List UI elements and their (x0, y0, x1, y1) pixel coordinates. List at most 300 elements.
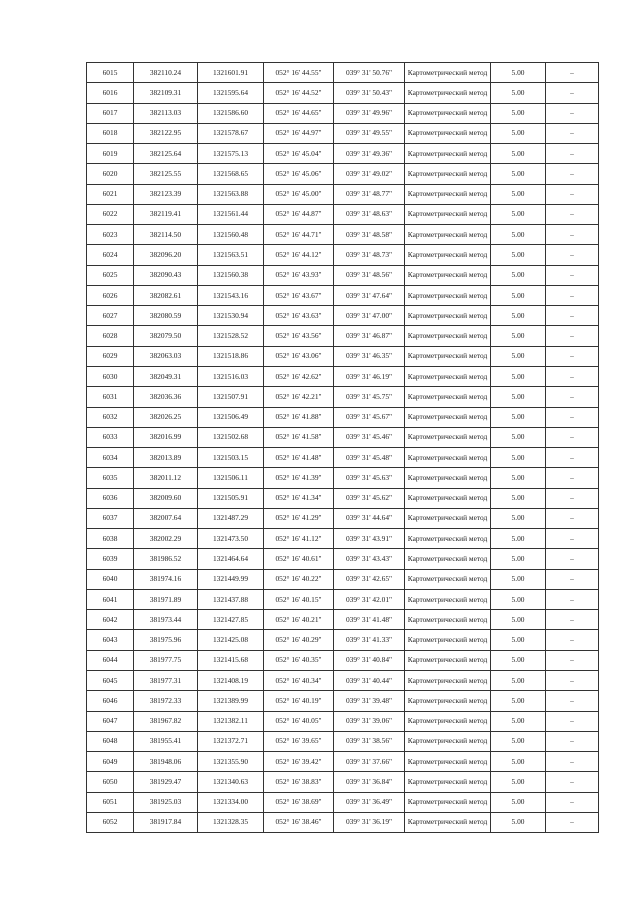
latitude-cell: 052° 16' 44.55" (264, 63, 334, 83)
y-coordinate-cell: 1321382.11 (198, 711, 264, 731)
latitude-cell: 052° 16' 42.21" (264, 387, 334, 407)
table-row (87, 691, 599, 711)
method-cell: Картометрический метод (405, 103, 491, 123)
method-cell: Картометрический метод (405, 650, 491, 670)
x-coordinate-cell: 382114.50 (134, 225, 198, 245)
note-cell: – (546, 184, 599, 204)
point-number-cell: 6019 (87, 144, 134, 164)
note-cell: – (546, 670, 599, 690)
x-coordinate-cell: 382080.59 (134, 306, 198, 326)
table-row (87, 427, 599, 447)
x-coordinate-cell: 382082.61 (134, 285, 198, 305)
point-number-cell: 6023 (87, 225, 134, 245)
note-cell: – (546, 164, 599, 184)
method-cell: Картометрический метод (405, 366, 491, 386)
method-cell: Картометрический метод (405, 407, 491, 427)
point-number-cell: 6015 (87, 63, 134, 83)
note-cell: – (546, 529, 599, 549)
accuracy-cell: 5.00 (491, 630, 546, 650)
point-number-cell: 6024 (87, 245, 134, 265)
latitude-cell: 052° 16' 40.61" (264, 549, 334, 569)
x-coordinate-cell: 382090.43 (134, 265, 198, 285)
latitude-cell: 052° 16' 43.63" (264, 306, 334, 326)
longitude-cell: 039° 31' 47.64" (334, 285, 405, 305)
table-row (87, 569, 599, 589)
point-number-cell: 6043 (87, 630, 134, 650)
accuracy-cell: 5.00 (491, 468, 546, 488)
point-number-cell: 6050 (87, 772, 134, 792)
table-row (87, 772, 599, 792)
longitude-cell: 039° 31' 48.63" (334, 204, 405, 224)
table-row (87, 529, 599, 549)
y-coordinate-cell: 1321518.86 (198, 346, 264, 366)
note-cell: – (546, 245, 599, 265)
table-row (87, 366, 599, 386)
method-cell: Картометрический метод (405, 326, 491, 346)
method-cell: Картометрический метод (405, 711, 491, 731)
longitude-cell: 039° 31' 48.73" (334, 245, 405, 265)
note-cell: – (546, 326, 599, 346)
method-cell: Картометрический метод (405, 812, 491, 832)
accuracy-cell: 5.00 (491, 569, 546, 589)
y-coordinate-cell: 1321528.52 (198, 326, 264, 346)
y-coordinate-cell: 1321487.29 (198, 508, 264, 528)
y-coordinate-cell: 1321473.50 (198, 529, 264, 549)
method-cell: Картометрический метод (405, 488, 491, 508)
accuracy-cell: 5.00 (491, 144, 546, 164)
method-cell: Картометрический метод (405, 204, 491, 224)
longitude-cell: 039° 31' 47.00" (334, 306, 405, 326)
x-coordinate-cell: 381977.75 (134, 650, 198, 670)
table-row (87, 123, 599, 143)
latitude-cell: 052° 16' 44.97" (264, 123, 334, 143)
point-number-cell: 6048 (87, 731, 134, 751)
y-coordinate-cell: 1321389.99 (198, 691, 264, 711)
table-row (87, 468, 599, 488)
accuracy-cell: 5.00 (491, 448, 546, 468)
latitude-cell: 052° 16' 43.67" (264, 285, 334, 305)
y-coordinate-cell: 1321568.65 (198, 164, 264, 184)
note-cell: – (546, 711, 599, 731)
table-row (87, 63, 599, 83)
table-row (87, 610, 599, 630)
note-cell: – (546, 346, 599, 366)
note-cell: – (546, 589, 599, 609)
point-number-cell: 6032 (87, 407, 134, 427)
latitude-cell: 052° 16' 44.65" (264, 103, 334, 123)
note-cell: – (546, 691, 599, 711)
table-row (87, 285, 599, 305)
longitude-cell: 039° 31' 36.19" (334, 812, 405, 832)
accuracy-cell: 5.00 (491, 488, 546, 508)
y-coordinate-cell: 1321560.48 (198, 225, 264, 245)
note-cell: – (546, 468, 599, 488)
y-coordinate-cell: 1321328.35 (198, 812, 264, 832)
latitude-cell: 052° 16' 44.12" (264, 245, 334, 265)
longitude-cell: 039° 31' 45.48" (334, 448, 405, 468)
longitude-cell: 039° 31' 40.84" (334, 650, 405, 670)
method-cell: Картометрический метод (405, 691, 491, 711)
note-cell: – (546, 103, 599, 123)
accuracy-cell: 5.00 (491, 792, 546, 812)
note-cell: – (546, 285, 599, 305)
point-number-cell: 6040 (87, 569, 134, 589)
accuracy-cell: 5.00 (491, 387, 546, 407)
note-cell: – (546, 812, 599, 832)
x-coordinate-cell: 382011.12 (134, 468, 198, 488)
y-coordinate-cell: 1321530.94 (198, 306, 264, 326)
table-row (87, 164, 599, 184)
point-number-cell: 6045 (87, 670, 134, 690)
x-coordinate-cell: 381972.33 (134, 691, 198, 711)
table-row (87, 326, 599, 346)
x-coordinate-cell: 382125.55 (134, 164, 198, 184)
point-number-cell: 6022 (87, 204, 134, 224)
note-cell: – (546, 265, 599, 285)
method-cell: Картометрический метод (405, 670, 491, 690)
method-cell: Картометрический метод (405, 144, 491, 164)
latitude-cell: 052° 16' 41.34" (264, 488, 334, 508)
accuracy-cell: 5.00 (491, 691, 546, 711)
note-cell: – (546, 650, 599, 670)
y-coordinate-cell: 1321334.00 (198, 792, 264, 812)
method-cell: Картометрический метод (405, 387, 491, 407)
longitude-cell: 039° 31' 39.06" (334, 711, 405, 731)
longitude-cell: 039° 31' 49.02" (334, 164, 405, 184)
longitude-cell: 039° 31' 42.01" (334, 589, 405, 609)
accuracy-cell: 5.00 (491, 265, 546, 285)
point-number-cell: 6026 (87, 285, 134, 305)
y-coordinate-cell: 1321415.68 (198, 650, 264, 670)
y-coordinate-cell: 1321503.15 (198, 448, 264, 468)
longitude-cell: 039° 31' 50.76" (334, 63, 405, 83)
x-coordinate-cell: 382013.89 (134, 448, 198, 468)
latitude-cell: 052° 16' 41.12" (264, 529, 334, 549)
table-row (87, 488, 599, 508)
table-row (87, 407, 599, 427)
table-row (87, 346, 599, 366)
x-coordinate-cell: 382036.36 (134, 387, 198, 407)
method-cell: Картометрический метод (405, 306, 491, 326)
coordinates-table (86, 62, 599, 833)
x-coordinate-cell: 382096.20 (134, 245, 198, 265)
point-number-cell: 6038 (87, 529, 134, 549)
accuracy-cell: 5.00 (491, 589, 546, 609)
note-cell: – (546, 225, 599, 245)
accuracy-cell: 5.00 (491, 549, 546, 569)
point-number-cell: 6027 (87, 306, 134, 326)
latitude-cell: 052° 16' 44.87" (264, 204, 334, 224)
latitude-cell: 052° 16' 40.19" (264, 691, 334, 711)
note-cell: – (546, 792, 599, 812)
x-coordinate-cell: 382009.60 (134, 488, 198, 508)
note-cell: – (546, 83, 599, 103)
x-coordinate-cell: 381975.96 (134, 630, 198, 650)
point-number-cell: 6017 (87, 103, 134, 123)
y-coordinate-cell: 1321505.91 (198, 488, 264, 508)
table-row (87, 387, 599, 407)
point-number-cell: 6039 (87, 549, 134, 569)
latitude-cell: 052° 16' 43.93" (264, 265, 334, 285)
method-cell: Картометрический метод (405, 448, 491, 468)
method-cell: Картометрический метод (405, 164, 491, 184)
table-row (87, 225, 599, 245)
y-coordinate-cell: 1321578.67 (198, 123, 264, 143)
y-coordinate-cell: 1321560.38 (198, 265, 264, 285)
accuracy-cell: 5.00 (491, 184, 546, 204)
accuracy-cell: 5.00 (491, 508, 546, 528)
note-cell: – (546, 306, 599, 326)
x-coordinate-cell: 382110.24 (134, 63, 198, 83)
table-row (87, 711, 599, 731)
longitude-cell: 039° 31' 41.33" (334, 630, 405, 650)
latitude-cell: 052° 16' 38.83" (264, 772, 334, 792)
note-cell: – (546, 144, 599, 164)
accuracy-cell: 5.00 (491, 285, 546, 305)
table-row (87, 589, 599, 609)
method-cell: Картометрический метод (405, 346, 491, 366)
point-number-cell: 6041 (87, 589, 134, 609)
method-cell: Картометрический метод (405, 610, 491, 630)
point-number-cell: 6046 (87, 691, 134, 711)
longitude-cell: 039° 31' 45.46" (334, 427, 405, 447)
accuracy-cell: 5.00 (491, 407, 546, 427)
x-coordinate-cell: 382026.25 (134, 407, 198, 427)
point-number-cell: 6018 (87, 123, 134, 143)
y-coordinate-cell: 1321507.91 (198, 387, 264, 407)
accuracy-cell: 5.00 (491, 83, 546, 103)
method-cell: Картометрический метод (405, 265, 491, 285)
table-row (87, 812, 599, 832)
method-cell: Картометрический метод (405, 731, 491, 751)
x-coordinate-cell: 382122.95 (134, 123, 198, 143)
y-coordinate-cell: 1321575.13 (198, 144, 264, 164)
accuracy-cell: 5.00 (491, 164, 546, 184)
point-number-cell: 6033 (87, 427, 134, 447)
y-coordinate-cell: 1321408.19 (198, 670, 264, 690)
table-row (87, 83, 599, 103)
accuracy-cell: 5.00 (491, 123, 546, 143)
latitude-cell: 052° 16' 40.21" (264, 610, 334, 630)
table-row (87, 508, 599, 528)
x-coordinate-cell: 381986.52 (134, 549, 198, 569)
y-coordinate-cell: 1321561.44 (198, 204, 264, 224)
note-cell: – (546, 508, 599, 528)
accuracy-cell: 5.00 (491, 731, 546, 751)
method-cell: Картометрический метод (405, 792, 491, 812)
accuracy-cell: 5.00 (491, 306, 546, 326)
latitude-cell: 052° 16' 44.71" (264, 225, 334, 245)
latitude-cell: 052° 16' 40.15" (264, 589, 334, 609)
y-coordinate-cell: 1321427.85 (198, 610, 264, 630)
latitude-cell: 052° 16' 41.88" (264, 407, 334, 427)
point-number-cell: 6021 (87, 184, 134, 204)
x-coordinate-cell: 381929.47 (134, 772, 198, 792)
latitude-cell: 052° 16' 45.04" (264, 144, 334, 164)
x-coordinate-cell: 381955.41 (134, 731, 198, 751)
y-coordinate-cell: 1321502.68 (198, 427, 264, 447)
x-coordinate-cell: 382063.03 (134, 346, 198, 366)
method-cell: Картометрический метод (405, 569, 491, 589)
longitude-cell: 039° 31' 44.64" (334, 508, 405, 528)
y-coordinate-cell: 1321355.90 (198, 752, 264, 772)
longitude-cell: 039° 31' 49.55" (334, 123, 405, 143)
point-number-cell: 6049 (87, 752, 134, 772)
latitude-cell: 052° 16' 45.06" (264, 164, 334, 184)
x-coordinate-cell: 381971.89 (134, 589, 198, 609)
latitude-cell: 052° 16' 41.39" (264, 468, 334, 488)
point-number-cell: 6051 (87, 792, 134, 812)
point-number-cell: 6036 (87, 488, 134, 508)
point-number-cell: 6020 (87, 164, 134, 184)
y-coordinate-cell: 1321563.51 (198, 245, 264, 265)
point-number-cell: 6044 (87, 650, 134, 670)
table-row (87, 144, 599, 164)
table-row (87, 306, 599, 326)
accuracy-cell: 5.00 (491, 711, 546, 731)
table-row (87, 204, 599, 224)
x-coordinate-cell: 382079.50 (134, 326, 198, 346)
accuracy-cell: 5.00 (491, 670, 546, 690)
longitude-cell: 039° 31' 43.91" (334, 529, 405, 549)
x-coordinate-cell: 382113.03 (134, 103, 198, 123)
longitude-cell: 039° 31' 49.36" (334, 144, 405, 164)
longitude-cell: 039° 31' 36.49" (334, 792, 405, 812)
longitude-cell: 039° 31' 48.77" (334, 184, 405, 204)
latitude-cell: 052° 16' 40.34" (264, 670, 334, 690)
table-row (87, 630, 599, 650)
longitude-cell: 039° 31' 45.63" (334, 468, 405, 488)
point-number-cell: 6016 (87, 83, 134, 103)
coordinates-table-body (87, 63, 599, 833)
point-number-cell: 6052 (87, 812, 134, 832)
table-row (87, 650, 599, 670)
longitude-cell: 039° 31' 40.44" (334, 670, 405, 690)
latitude-cell: 052° 16' 38.69" (264, 792, 334, 812)
longitude-cell: 039° 31' 46.35" (334, 346, 405, 366)
note-cell: – (546, 549, 599, 569)
latitude-cell: 052° 16' 40.22" (264, 569, 334, 589)
note-cell: – (546, 448, 599, 468)
y-coordinate-cell: 1321437.88 (198, 589, 264, 609)
x-coordinate-cell: 381948.06 (134, 752, 198, 772)
latitude-cell: 052° 16' 39.65" (264, 731, 334, 751)
longitude-cell: 039° 31' 46.19" (334, 366, 405, 386)
table-row (87, 670, 599, 690)
method-cell: Картометрический метод (405, 63, 491, 83)
note-cell: – (546, 752, 599, 772)
latitude-cell: 052° 16' 42.62" (264, 366, 334, 386)
table-row (87, 184, 599, 204)
point-number-cell: 6031 (87, 387, 134, 407)
method-cell: Картометрический метод (405, 184, 491, 204)
accuracy-cell: 5.00 (491, 103, 546, 123)
note-cell: – (546, 610, 599, 630)
table-row (87, 549, 599, 569)
longitude-cell: 039° 31' 39.48" (334, 691, 405, 711)
latitude-cell: 052° 16' 40.35" (264, 650, 334, 670)
x-coordinate-cell: 381977.31 (134, 670, 198, 690)
note-cell: – (546, 772, 599, 792)
longitude-cell: 039° 31' 42.65" (334, 569, 405, 589)
method-cell: Картометрический метод (405, 83, 491, 103)
point-number-cell: 6042 (87, 610, 134, 630)
latitude-cell: 052° 16' 41.58" (264, 427, 334, 447)
longitude-cell: 039° 31' 43.43" (334, 549, 405, 569)
method-cell: Картометрический метод (405, 529, 491, 549)
note-cell: – (546, 488, 599, 508)
x-coordinate-cell: 382125.64 (134, 144, 198, 164)
y-coordinate-cell: 1321506.11 (198, 468, 264, 488)
latitude-cell: 052° 16' 38.46" (264, 812, 334, 832)
accuracy-cell: 5.00 (491, 245, 546, 265)
accuracy-cell: 5.00 (491, 529, 546, 549)
y-coordinate-cell: 1321516.03 (198, 366, 264, 386)
latitude-cell: 052° 16' 45.00" (264, 184, 334, 204)
method-cell: Картометрический метод (405, 123, 491, 143)
note-cell: – (546, 204, 599, 224)
table-row (87, 265, 599, 285)
note-cell: – (546, 407, 599, 427)
y-coordinate-cell: 1321543.16 (198, 285, 264, 305)
latitude-cell: 052° 16' 44.52" (264, 83, 334, 103)
longitude-cell: 039° 31' 45.62" (334, 488, 405, 508)
x-coordinate-cell: 382002.29 (134, 529, 198, 549)
x-coordinate-cell: 382049.31 (134, 366, 198, 386)
method-cell: Картометрический метод (405, 508, 491, 528)
point-number-cell: 6047 (87, 711, 134, 731)
accuracy-cell: 5.00 (491, 204, 546, 224)
note-cell: – (546, 366, 599, 386)
latitude-cell: 052° 16' 41.48" (264, 448, 334, 468)
method-cell: Картометрический метод (405, 630, 491, 650)
y-coordinate-cell: 1321595.64 (198, 83, 264, 103)
accuracy-cell: 5.00 (491, 610, 546, 630)
x-coordinate-cell: 381967.82 (134, 711, 198, 731)
y-coordinate-cell: 1321340.63 (198, 772, 264, 792)
x-coordinate-cell: 382123.39 (134, 184, 198, 204)
note-cell: – (546, 569, 599, 589)
table-row (87, 245, 599, 265)
latitude-cell: 052° 16' 39.42" (264, 752, 334, 772)
accuracy-cell: 5.00 (491, 346, 546, 366)
longitude-cell: 039° 31' 36.84" (334, 772, 405, 792)
point-number-cell: 6028 (87, 326, 134, 346)
accuracy-cell: 5.00 (491, 752, 546, 772)
method-cell: Картометрический метод (405, 589, 491, 609)
method-cell: Картометрический метод (405, 468, 491, 488)
x-coordinate-cell: 382119.41 (134, 204, 198, 224)
point-number-cell: 6037 (87, 508, 134, 528)
note-cell: – (546, 630, 599, 650)
x-coordinate-cell: 381925.03 (134, 792, 198, 812)
y-coordinate-cell: 1321506.49 (198, 407, 264, 427)
y-coordinate-cell: 1321449.99 (198, 569, 264, 589)
y-coordinate-cell: 1321464.64 (198, 549, 264, 569)
table-row (87, 103, 599, 123)
y-coordinate-cell: 1321372.71 (198, 731, 264, 751)
x-coordinate-cell: 382016.99 (134, 427, 198, 447)
method-cell: Картометрический метод (405, 285, 491, 305)
x-coordinate-cell: 382109.31 (134, 83, 198, 103)
latitude-cell: 052° 16' 40.29" (264, 630, 334, 650)
accuracy-cell: 5.00 (491, 326, 546, 346)
longitude-cell: 039° 31' 49.96" (334, 103, 405, 123)
latitude-cell: 052° 16' 40.05" (264, 711, 334, 731)
y-coordinate-cell: 1321586.60 (198, 103, 264, 123)
table-row (87, 448, 599, 468)
longitude-cell: 039° 31' 48.56" (334, 265, 405, 285)
